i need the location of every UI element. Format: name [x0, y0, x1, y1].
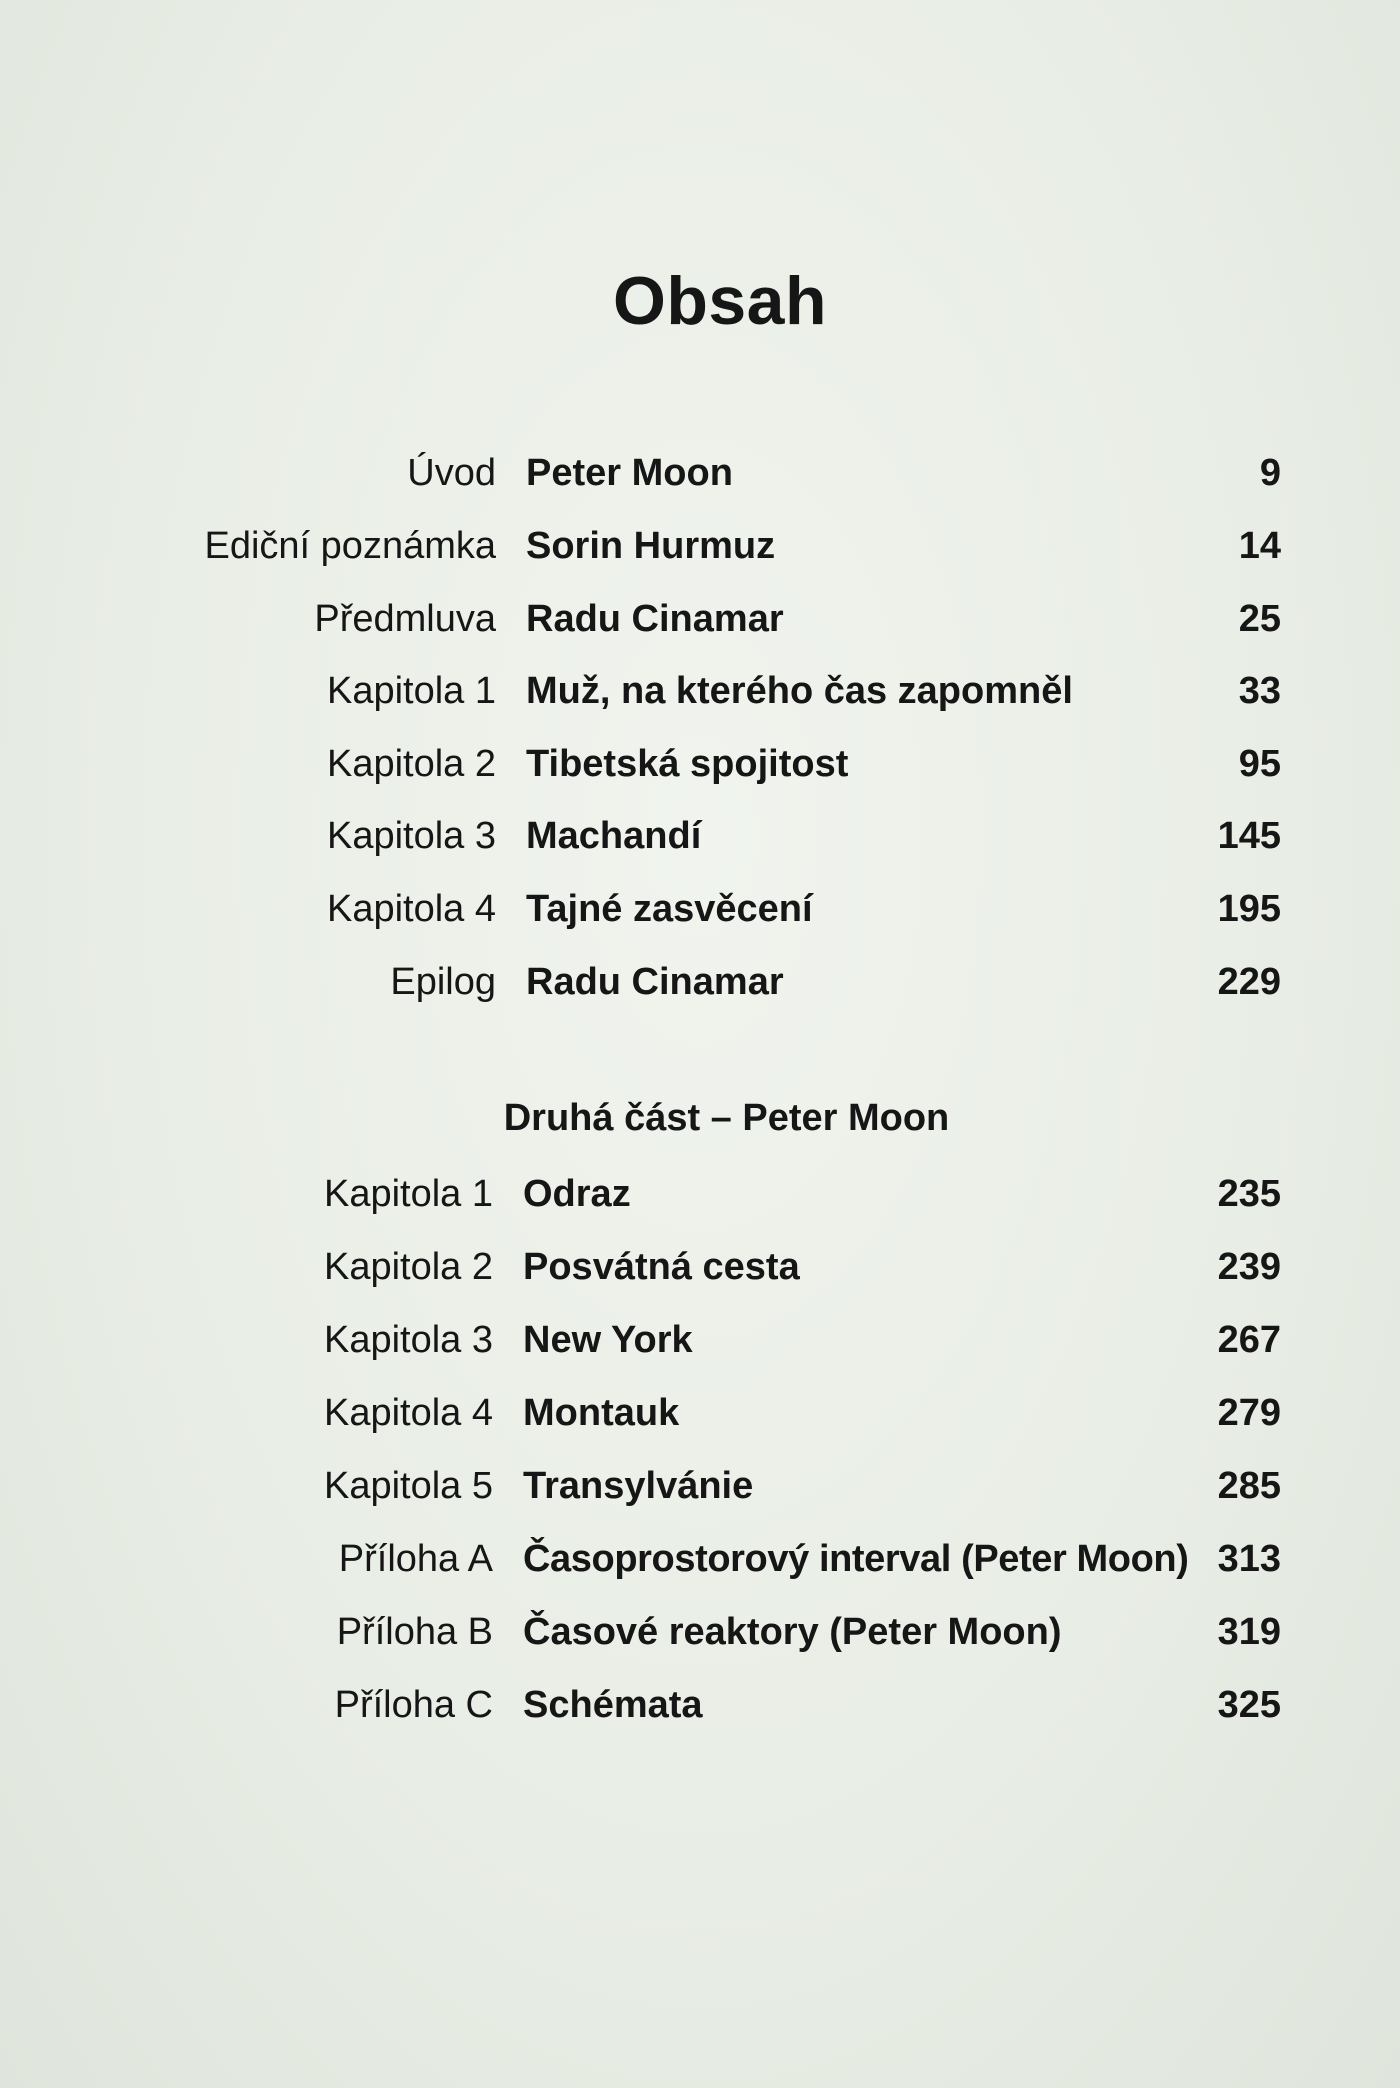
entry-title: Odraz	[523, 1173, 631, 1215]
entry-title: Montauk	[523, 1392, 680, 1434]
toc-entry	[0, 516, 1400, 576]
entry-page-number: 33	[1238, 670, 1281, 712]
entry-page-number: 325	[1217, 1684, 1281, 1726]
entry-title: Tibetská spojitost	[526, 743, 849, 785]
entry-page-number: 319	[1217, 1611, 1281, 1653]
entry-page-number: 95	[1238, 743, 1281, 785]
entry-label: Kapitola 3	[326, 815, 496, 857]
entry-title: Časové reaktory (Peter Moon)	[523, 1611, 1062, 1653]
entry-label: Příloha A	[338, 1538, 493, 1580]
entry-label: Epilog	[390, 961, 496, 1003]
entry-label: Kapitola 4	[323, 1392, 493, 1434]
entry-title: Muž, na kterého čas zapomněl	[526, 670, 1073, 712]
toc-entry	[0, 1602, 1400, 1662]
toc-entry	[0, 952, 1400, 1012]
entry-label: Příloha C	[334, 1684, 493, 1726]
entry-page-number: 267	[1217, 1319, 1281, 1361]
entry-title: Posvátná cesta	[523, 1246, 800, 1288]
entry-label: Kapitola 2	[323, 1246, 493, 1288]
toc-entry	[0, 1675, 1400, 1735]
entry-label: Kapitola 1	[323, 1173, 493, 1215]
entry-page-number: 229	[1217, 961, 1281, 1003]
entry-page-number: 285	[1217, 1465, 1281, 1507]
entry-page-number: 239	[1217, 1246, 1281, 1288]
section-heading: Druhá část – Peter Moon	[503, 1097, 950, 1139]
toc-entry	[0, 734, 1400, 794]
entry-label: Kapitola 1	[326, 670, 496, 712]
toc-entry	[0, 661, 1400, 721]
page-title: Obsah	[612, 263, 828, 339]
toc-entry	[0, 443, 1400, 503]
entry-title: Radu Cinamar	[526, 598, 784, 640]
entry-title: Časoprostorový interval (Peter Moon)	[523, 1538, 1189, 1580]
entry-title: Machandí	[526, 815, 702, 857]
toc-entry	[0, 1456, 1400, 1516]
entry-title: Tajné zasvěcení	[526, 888, 813, 930]
entry-page-number: 25	[1238, 598, 1281, 640]
entry-label: Kapitola 5	[323, 1465, 493, 1507]
entry-title: Transylvánie	[523, 1465, 754, 1507]
entry-page-number: 235	[1217, 1173, 1281, 1215]
toc-entry	[0, 1310, 1400, 1370]
entry-title: Sorin Hurmuz	[526, 525, 776, 567]
entry-page-number: 14	[1238, 525, 1281, 567]
toc-entry	[0, 1383, 1400, 1443]
toc-entry	[0, 806, 1400, 866]
entry-title: Peter Moon	[526, 452, 733, 494]
entry-page-number: 145	[1217, 815, 1281, 857]
entry-label: Kapitola 3	[323, 1319, 493, 1361]
entry-page-number: 313	[1217, 1538, 1281, 1580]
entry-label: Kapitola 2	[326, 743, 496, 785]
toc-entry	[0, 589, 1400, 649]
toc-entry	[0, 879, 1400, 939]
entry-page-number: 9	[1259, 452, 1281, 494]
entry-label: Příloha B	[336, 1611, 493, 1653]
entry-title: Schémata	[523, 1684, 703, 1726]
entry-page-number: 279	[1217, 1392, 1281, 1434]
entry-title: New York	[523, 1319, 693, 1361]
toc-entry	[0, 1237, 1400, 1297]
entry-label: Ediční poznámka	[204, 525, 496, 567]
entry-label: Předmluva	[314, 598, 496, 640]
entry-label: Úvod	[407, 452, 496, 494]
entry-page-number: 195	[1217, 888, 1281, 930]
toc-entry	[0, 1529, 1400, 1589]
toc-entry	[0, 1164, 1400, 1224]
entry-label: Kapitola 4	[326, 888, 496, 930]
entry-title: Radu Cinamar	[526, 961, 784, 1003]
